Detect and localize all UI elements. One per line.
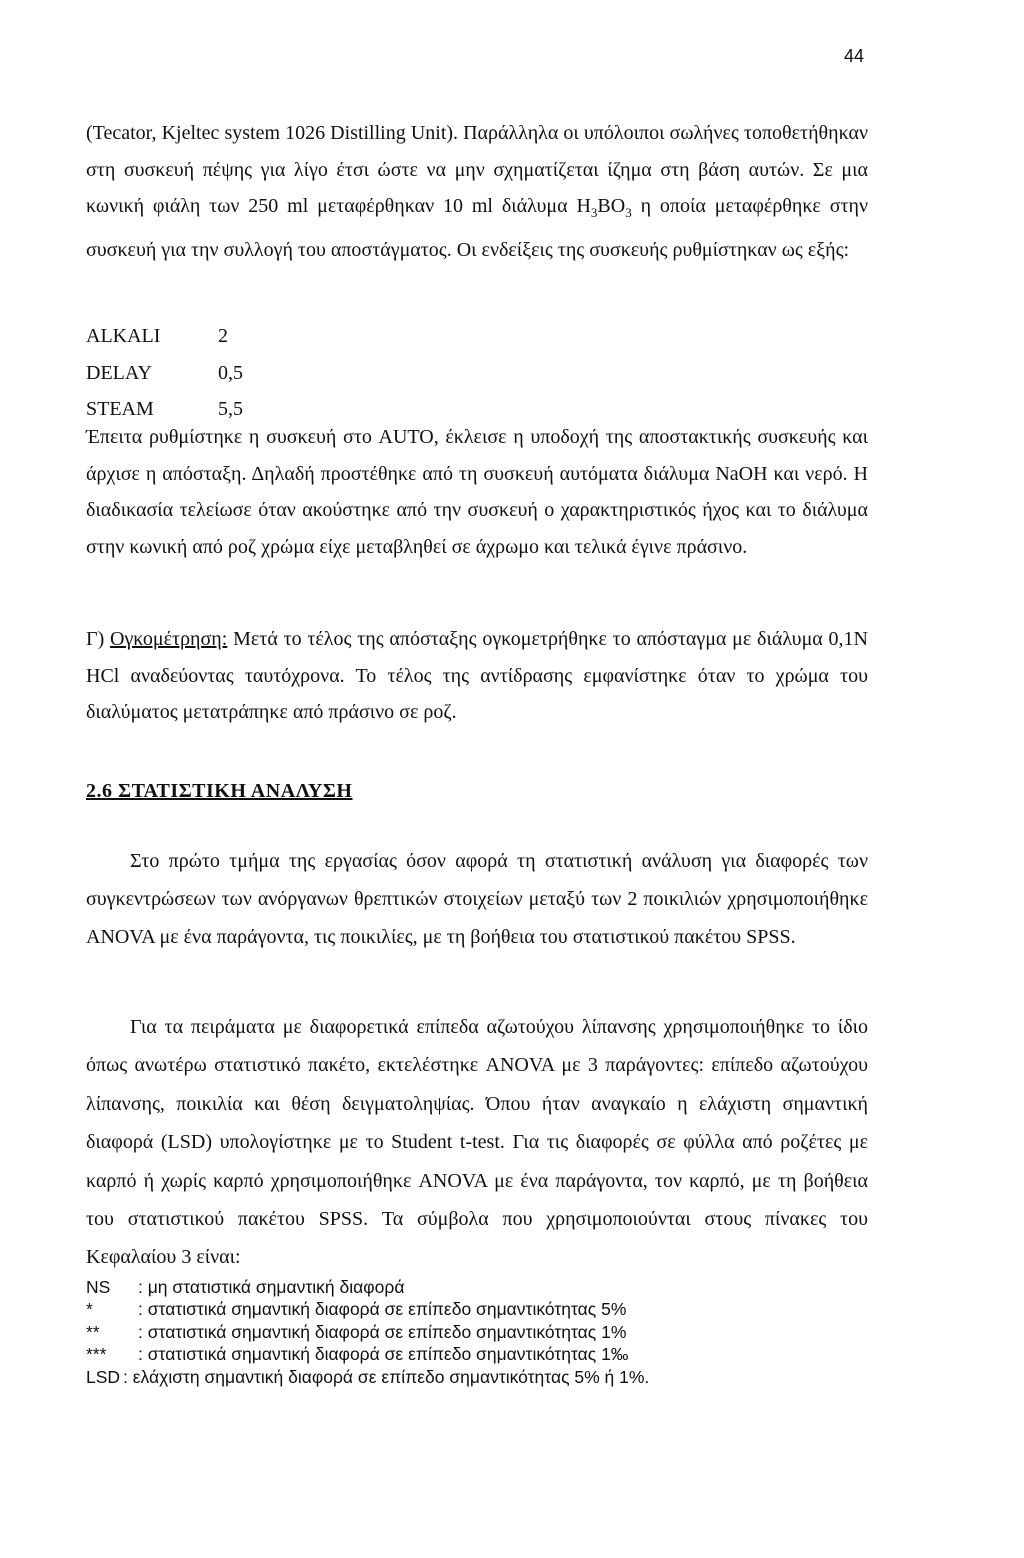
section-heading: 2.6 ΣΤΑΤΙΣΤΙΚΗ ΑΝΑΛΥΣΗ	[86, 780, 353, 802]
symbol-row	[86, 1343, 868, 1365]
section-prefix: Γ)	[86, 628, 110, 650]
section-title: Ογκομέτρηση:	[110, 628, 228, 650]
setting-row	[86, 355, 868, 392]
symbol-key: ***	[86, 1344, 107, 1365]
symbol-row	[86, 1366, 868, 1388]
symbol-description: : στατιστικά σημαντική διαφορά σε επίπεδο σημαντικότητας 5%	[138, 1299, 627, 1320]
symbol-row	[86, 1276, 868, 1298]
chemical-formula: $H_3BO_3$	[576, 195, 632, 221]
setting-name: ALKALI	[86, 325, 161, 347]
section-titration	[86, 621, 868, 731]
section-text: Μετά το τέλος της απόσταξης ογκομετρήθηκε το απόσταγμα με διάλυμα 0,1N HCl αναδεύοντας ταυτόχρονα. Το τέλος της αντίδρασης εμφανίστηκε όταν το χρώμα του διαλύματος μετατράπηκε από πράσινο σε ροζ.	[86, 628, 868, 724]
symbol-row	[86, 1321, 868, 1343]
symbol-description: : ελάχιστη σημαντική διαφορά σε επίπεδο σημαντικότητας 5% ή 1%.	[123, 1366, 650, 1387]
symbol-key: LSD	[86, 1366, 121, 1387]
device-settings	[86, 318, 868, 428]
paragraph-text: η οποία μεταφέρθηκε στην συσκευή για την συλλογή του αποστάγματος. Οι ενδείξεις της συσκευής ρυθμίστηκαν ως εξής:	[86, 195, 869, 261]
page-number: 44	[843, 46, 864, 66]
symbol-description: : στατιστικά σημαντική διαφορά σε επίπεδο σημαντικότητας 1%	[138, 1321, 627, 1342]
setting-name: DELAY	[86, 361, 152, 384]
symbol-key: NS	[86, 1277, 111, 1297]
paragraph-distillation	[86, 115, 868, 268]
setting-value: 0,5	[218, 361, 243, 384]
symbol-key: **	[86, 1321, 100, 1342]
paragraph-statistics-methods: Για τα πειράματα με διαφορετικά επίπεδα αζωτούχου λίπανσης χρησιμοποιήθηκε το ίδιο όπως ανωτέρω στατιστικό πακέτο, εκτελέστηκε ANOVA με 3 παράγοντες: επίπεδο αζωτούχου λίπανσης, ποικιλία και θέση δειγματοληψίας. Όπου ήταν αναγκαίο η ελάχιστη σημαντική διαφορά (LSD) υπολογίστηκε με το Student t-test. Για τις διαφορές σε φύλλα από ροζέτες με καρπό ή χωρίς καρπό χρησιμοποιήθηκε ANOVA με ένα παράγοντα, τον καρπό, με τη βοήθεια του στατιστικού πακέτου SPSS. Τα σύμβολα που χρησιμοποιούνται στους πίνακες του Κεφαλαίου 3 είναι:	[86, 1016, 868, 1269]
symbol-description: : στατιστικά σημαντική διαφορά σε επίπεδο σημαντικότητας 1‰	[138, 1344, 629, 1365]
setting-value: 5,5	[218, 398, 243, 420]
paragraph-auto-process: Έπειτα ρυθμίστηκε η συσκευή στο AUTO, έκλεισε η υποδοχή της αποστακτικής συσκευής και άρχισε η απόσταξη. Δηλαδή προστέθηκε από τη συσκευή αυτόματα διάλυμα NaOH και νερό. Η διαδικασία τελείωσε όταν ακούστηκε από την συσκευή ο χαρακτηριστικός ήχος και το διάλυμα στην κωνική από ροζ χρώμα είχε μεταβληθεί σε άχρωμο και τελικά έγινε πράσινο.	[86, 426, 868, 558]
symbol-row	[86, 1298, 868, 1320]
setting-name: STEAM	[86, 398, 154, 420]
paragraph-text: (Tecator, Kjeltec system 1026 Distilling Unit). Παράλληλα οι υπόλοιποι σωλήνες τοποθετήθηκαν στη συσκευή πέψης για λίγο έτσι ώστε να μην σχηματίζεται ίζημα στη βάση αυτών. Σε μια κωνική φιάλη των 250 ml μεταφέρθηκαν 10 ml διάλυμα	[86, 122, 868, 218]
symbol-key: *	[86, 1299, 93, 1320]
symbols-legend	[86, 1276, 868, 1388]
paragraph-statistics-intro: Στο πρώτο τμήμα της εργασίας όσον αφορά τη στατιστική ανάλυση για διαφορές των συγκεντρώσεων των ανόργανων θρεπτικών στοιχείων μεταξύ των 2 ποικιλιών χρησιμοποιήθηκε ANOVA με ένα παράγοντα, τις ποικιλίες, με τη βοήθεια του στατιστικού πακέτου SPSS.	[86, 850, 868, 949]
setting-row	[86, 318, 868, 355]
symbol-description: : μη στατιστικά σημαντική διαφορά	[138, 1277, 405, 1297]
setting-value: 2	[218, 325, 228, 347]
